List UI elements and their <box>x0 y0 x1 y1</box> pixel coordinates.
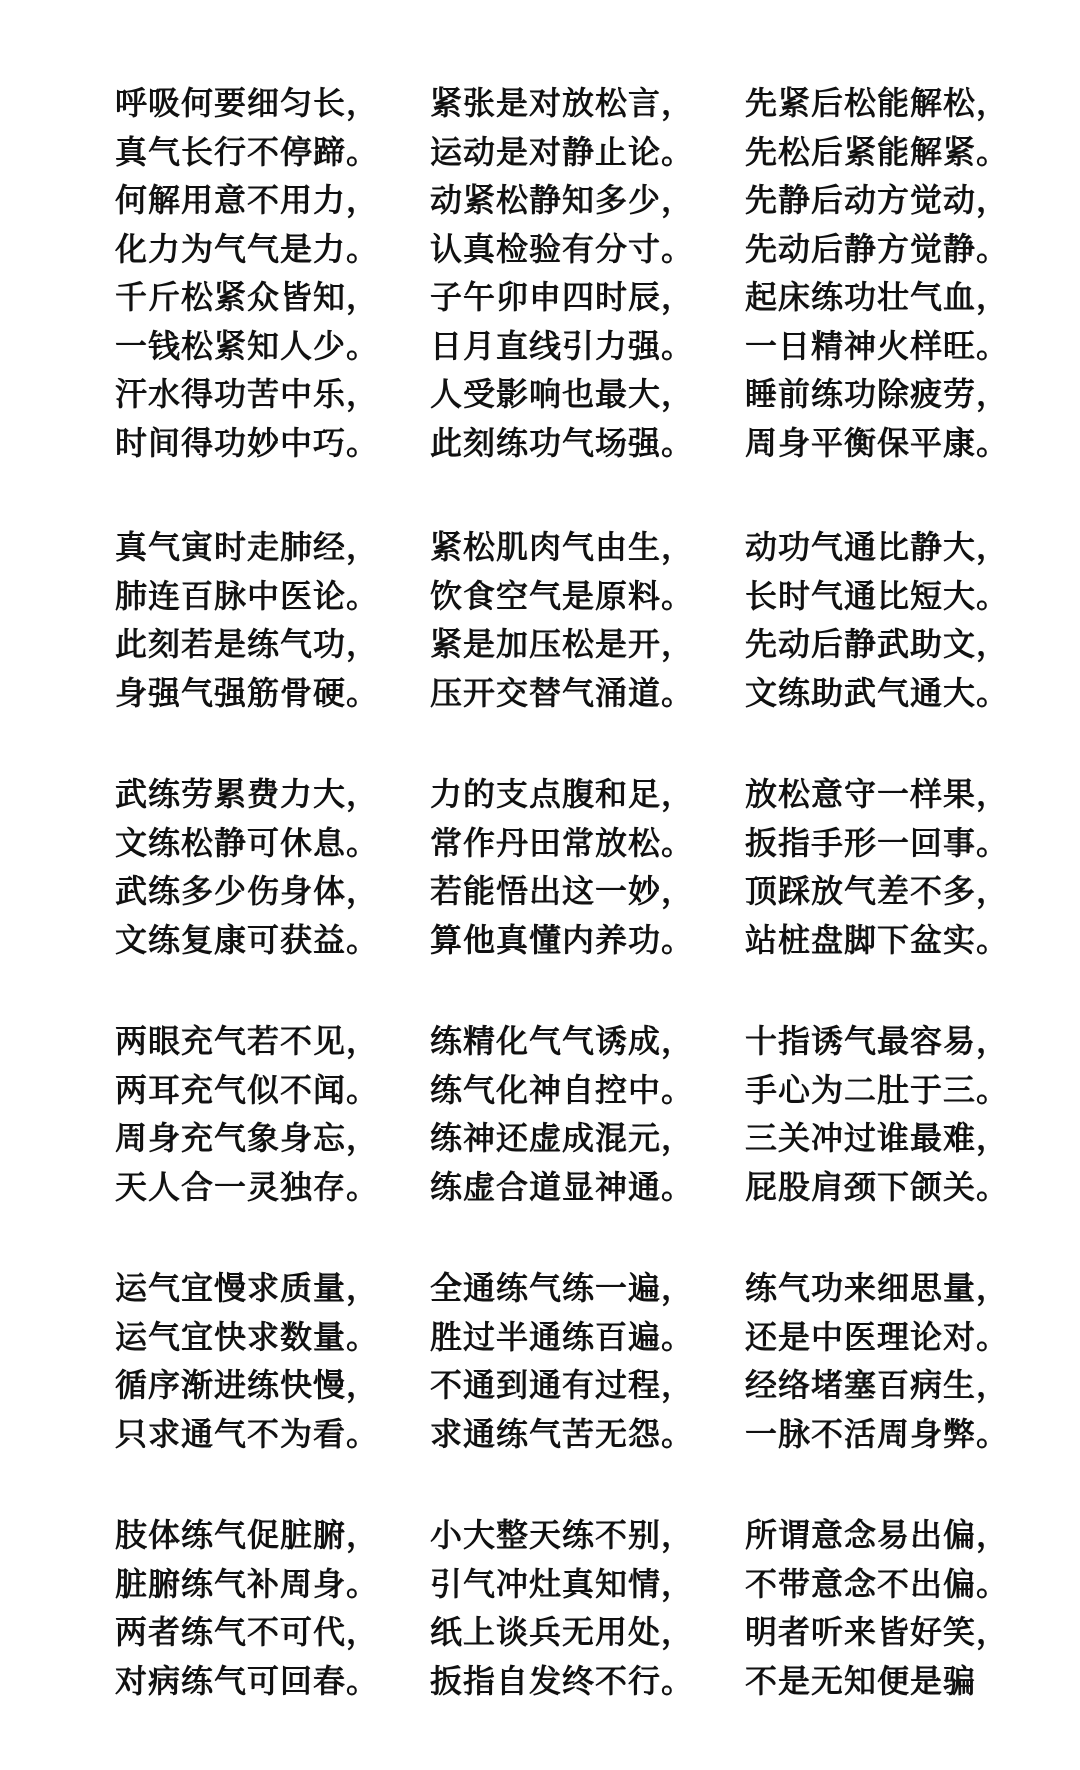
poem-line: 睡前练功除疲劳， <box>745 375 1010 413</box>
poem-line: 子午卯申四时辰， <box>430 278 695 316</box>
poem-line: 求通练气苦无怨。 <box>430 1414 695 1453</box>
stanza-2-column-1 <box>115 523 379 717</box>
poem-line: 肢体练气促脏腑， <box>115 1516 380 1554</box>
poem-line: 身强气强筋骨硬。 <box>115 673 380 712</box>
poem-line: 汗水得功苦中乐， <box>115 375 380 413</box>
poem-line: 真气寅时走肺经， <box>115 528 380 566</box>
poem-line: 先动后静武助文， <box>745 625 1010 663</box>
poem-line: 周身平衡保平康。 <box>745 423 1010 462</box>
poem-line: 压开交替气涌道。 <box>430 673 695 712</box>
poem-line: 扳指手形一回事。 <box>745 823 1010 862</box>
poem-line: 练神还虚成混元， <box>430 1119 695 1157</box>
poem-line: 练气功来细思量， <box>745 1269 1010 1307</box>
poem-line: 运气宜慢求质量， <box>115 1269 380 1307</box>
poem-line: 小大整天练不别， <box>430 1516 695 1554</box>
poem-line: 经络堵塞百病生， <box>745 1366 1010 1404</box>
stanza-1-column-3 <box>745 79 1009 467</box>
stanza-6-column-2 <box>430 1511 694 1705</box>
stanza-4-column-2 <box>430 1017 694 1211</box>
stanza-6-column-3 <box>745 1511 1009 1705</box>
stanza-3-column-3 <box>745 770 1009 964</box>
stanza-1-column-1 <box>115 79 379 467</box>
poem-line: 饮食空气是原料。 <box>430 576 695 615</box>
poem-line: 化力为气气是力。 <box>115 229 380 268</box>
poem-line: 真气长行不停蹄。 <box>115 132 380 171</box>
poem-line: 起床练功壮气血， <box>745 278 1010 316</box>
stanza-3-column-1 <box>115 770 379 964</box>
stanza-6-column-1 <box>115 1511 379 1705</box>
poem-line: 先静后动方觉动， <box>745 181 1010 219</box>
poem-line: 此刻练功气场强。 <box>430 423 695 462</box>
poem-line: 运气宜快求数量。 <box>115 1317 380 1356</box>
poem-line: 一脉不活周身弊。 <box>745 1414 1010 1453</box>
poem-line: 先松后紧能解紧。 <box>745 132 1010 171</box>
stanza-5-column-2 <box>430 1264 694 1458</box>
poem-line: 动紧松静知多少， <box>430 181 695 219</box>
poem-line: 紧是加压松是开， <box>430 625 695 663</box>
poem-line: 力的支点腹和足， <box>430 775 695 813</box>
poem-line: 练虚合道显神通。 <box>430 1167 695 1206</box>
poem-line: 先紧后松能解松， <box>745 84 1010 122</box>
poem-line: 紧张是对放松言， <box>430 84 695 122</box>
poem-line: 只求通气不为看。 <box>115 1414 380 1453</box>
poem-line: 十指诱气最容易， <box>745 1022 1010 1060</box>
poem-line: 文练助武气通大。 <box>745 673 1010 712</box>
poem-line: 千斤松紧众皆知， <box>115 278 380 316</box>
poem-line: 动功气通比静大， <box>745 528 1010 566</box>
poem-line: 武练多少伤身体， <box>115 872 380 910</box>
poem-line: 不带意念不出偏。 <box>745 1564 1010 1603</box>
poem-line: 武练劳累费力大， <box>115 775 380 813</box>
poem-line: 不通到通有过程， <box>430 1366 695 1404</box>
poem-line: 引气冲灶真知情， <box>430 1564 695 1603</box>
poem-line: 一日精神火样旺。 <box>745 326 1010 365</box>
poem-line: 此刻若是练气功， <box>115 625 380 663</box>
poem-line: 一钱松紧知人少。 <box>115 326 380 365</box>
poem-line: 站桩盘脚下盆实。 <box>745 920 1010 959</box>
poem-line: 常作丹田常放松。 <box>430 823 695 862</box>
stanza-3-column-2 <box>430 770 694 964</box>
stanza-5-column-3 <box>745 1264 1009 1458</box>
poem-line: 文练松静可休息。 <box>115 823 380 862</box>
poem-line: 屁股肩颈下颌关。 <box>745 1167 1010 1206</box>
poem-line: 对病练气可回春。 <box>115 1661 380 1700</box>
poem-line: 若能悟出这一妙， <box>430 872 695 910</box>
poem-line: 练气化神自控中。 <box>430 1070 695 1109</box>
poem-line: 胜过半通练百遍。 <box>430 1317 695 1356</box>
poem-line: 循序渐进练快慢， <box>115 1366 380 1404</box>
poem-line: 两者练气不可代， <box>115 1613 380 1651</box>
poem-line: 两眼充气若不见， <box>115 1022 380 1060</box>
stanza-4-column-1 <box>115 1017 379 1211</box>
poem-line: 顶踩放气差不多， <box>745 872 1010 910</box>
poem-line: 先动后静方觉静。 <box>745 229 1010 268</box>
poem-line: 全通练气练一遍， <box>430 1269 695 1307</box>
poem-line: 运动是对静止论。 <box>430 132 695 171</box>
stanza-1-column-2 <box>430 79 694 467</box>
poem-line: 长时气通比短大。 <box>745 576 1010 615</box>
poem-line: 天人合一灵独存。 <box>115 1167 380 1206</box>
poem-line: 练精化气气诱成， <box>430 1022 695 1060</box>
poem-line: 放松意守一样果， <box>745 775 1010 813</box>
stanza-5-column-1 <box>115 1264 379 1458</box>
poem-line: 所谓意念易出偏， <box>745 1516 1010 1554</box>
poem-line: 时间得功妙中巧。 <box>115 423 380 462</box>
poem-line: 何解用意不用力， <box>115 181 380 219</box>
poem-line: 认真检验有分寸。 <box>430 229 695 268</box>
poem-line: 呼吸何要细匀长， <box>115 84 380 122</box>
poem-line: 紧松肌肉气由生， <box>430 528 695 566</box>
poem-line: 算他真懂内养功。 <box>430 920 695 959</box>
poem-line: 文练复康可获益。 <box>115 920 380 959</box>
poem-line: 还是中医理论对。 <box>745 1317 1010 1356</box>
stanza-2-column-2 <box>430 523 694 717</box>
poem-line: 人受影响也最大， <box>430 375 695 413</box>
poem-line: 日月直线引力强。 <box>430 326 695 365</box>
poem-line: 手心为二肚于三。 <box>745 1070 1010 1109</box>
poem-line: 两耳充气似不闻。 <box>115 1070 380 1109</box>
poem-line: 周身充气象身忘， <box>115 1119 380 1157</box>
poem-line: 不是无知便是骗 <box>745 1661 977 1700</box>
poem-line: 肺连百脉中医论。 <box>115 576 380 615</box>
poem-line: 三关冲过谁最难， <box>745 1119 1010 1157</box>
stanza-2-column-3 <box>745 523 1009 717</box>
poem-line: 明者听来皆好笑， <box>745 1613 1010 1651</box>
poem-line: 纸上谈兵无用处， <box>430 1613 695 1651</box>
poem-line: 脏腑练气补周身。 <box>115 1564 380 1603</box>
poem-line: 扳指自发终不行。 <box>430 1661 695 1700</box>
stanza-4-column-3 <box>745 1017 1009 1211</box>
